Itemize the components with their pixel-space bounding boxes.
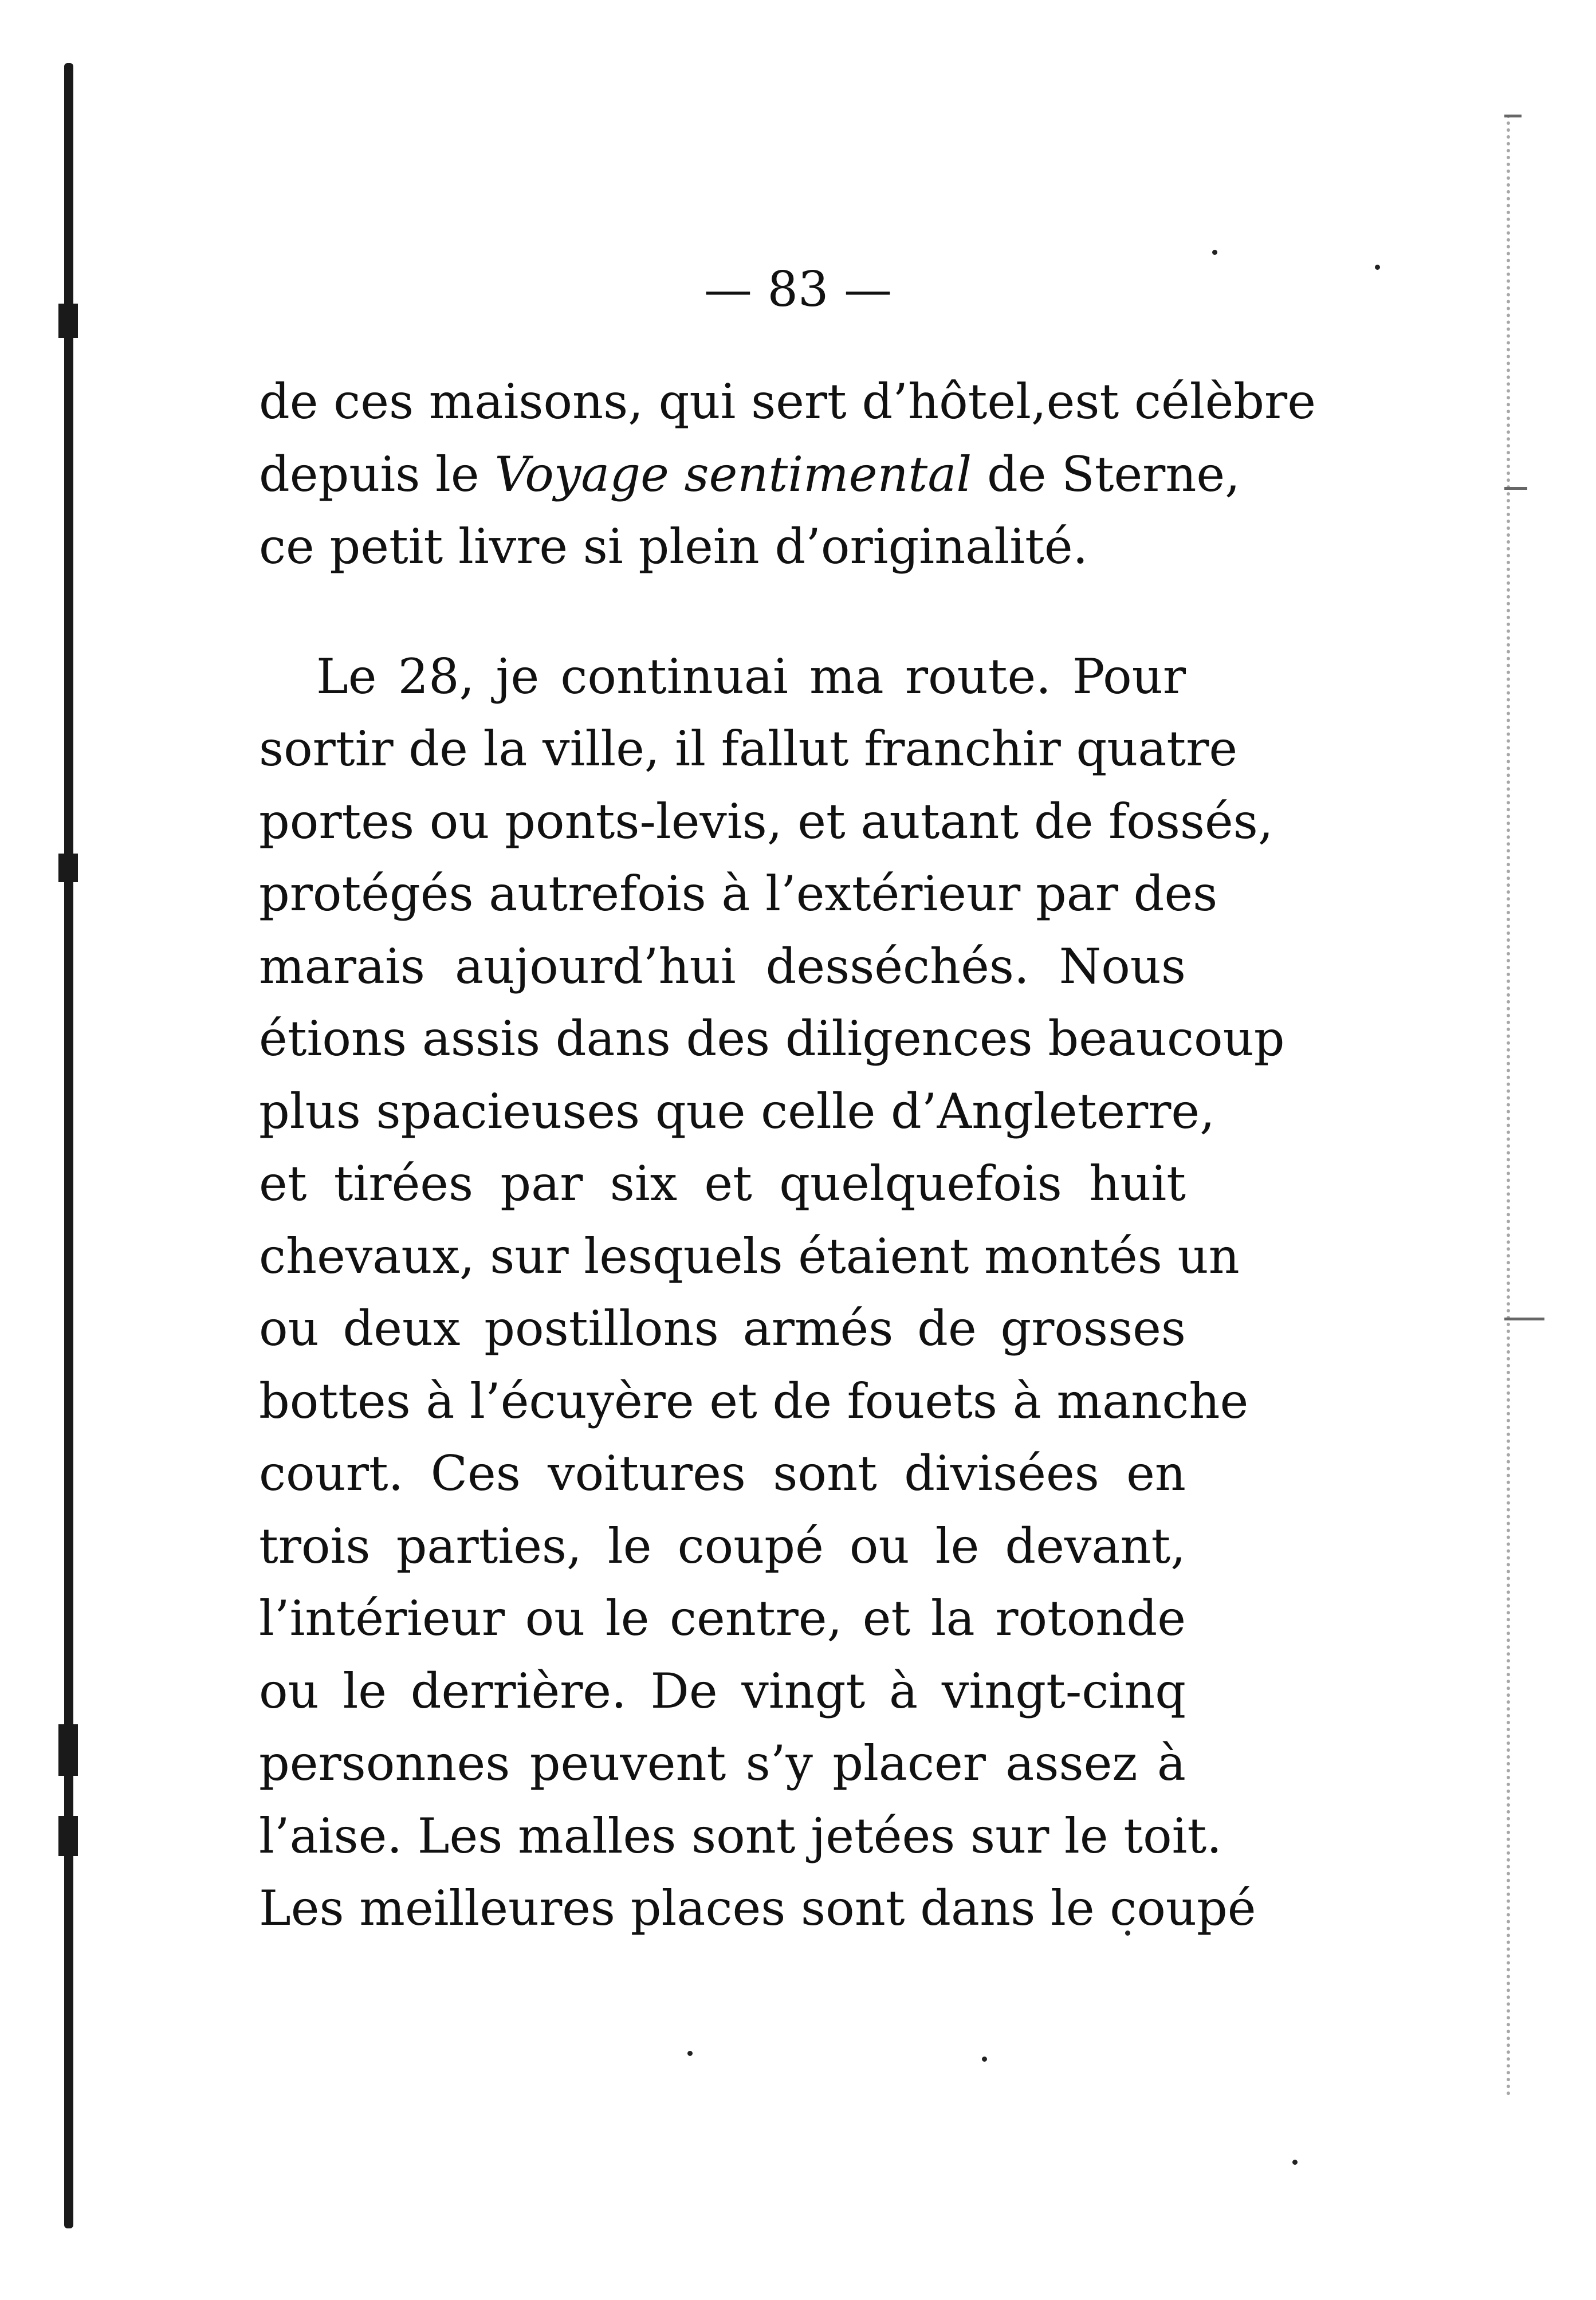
text-line: ce petit livre si plein d’originalité. (259, 518, 1088, 575)
text-line: court. Ces voitures sont divisées en (259, 1445, 1186, 1501)
scan-notch (58, 854, 78, 882)
scan-tick (1504, 487, 1527, 490)
scan-tick (1504, 115, 1522, 117)
text-line: Les meilleures places sont dans le coupé (259, 1880, 1256, 1936)
text-line: portes ou ponts-levis, et autant de fossés, (259, 793, 1273, 850)
text-line: et tirées par six et quelquefois huit (259, 1155, 1186, 1212)
text-line: personnes peuvent s’y placer assez à (259, 1735, 1186, 1791)
text-line: étions assis dans des diligences beaucoup (259, 1011, 1285, 1067)
scan-tick (1504, 1318, 1544, 1320)
text-line: Le 28, je continuai ma route. Pour (316, 648, 1186, 705)
scan-speck (1292, 2160, 1298, 2165)
text-line: ou le derrière. De vingt à vingt-cinq (259, 1662, 1186, 1719)
text-line: bottes à l’écuyère et de fouets à manche (259, 1373, 1249, 1429)
text-line: ou deux postillons armés de grosses (259, 1300, 1186, 1357)
page-number: — 83 — (703, 261, 893, 317)
scan-speck (982, 2057, 987, 2062)
paragraph (259, 365, 1316, 583)
scan-notch (58, 1724, 78, 1776)
text-span: de Sterne, (972, 446, 1240, 502)
scan-binding-edge-left (64, 63, 73, 2228)
text-line: protégés autrefois à l’extérieur par des (259, 866, 1218, 922)
paragraph-gap (259, 583, 1186, 640)
text-line: marais aujourd’hui desséchés. Nous (259, 938, 1186, 994)
scan-speck (1212, 250, 1217, 255)
text-line: plus spacieuses que celle d’Angleterre, (259, 1083, 1215, 1139)
text-line: trois parties, le coupé ou le devant, (259, 1517, 1186, 1574)
text-span: depuis le (259, 446, 495, 502)
book-title: Voyage sentimental (494, 446, 972, 502)
text-line (259, 438, 1240, 511)
scan-speck (687, 2051, 693, 2056)
text-line: de ces maisons, qui sert d’hôtel,est célèbre (259, 373, 1316, 430)
text-line: chevaux, sur lesquels étaient montés un (259, 1228, 1240, 1284)
text-line: sortir de la ville, il fallut franchir quatre (259, 721, 1238, 777)
paragraph (259, 640, 1285, 1945)
scan-notch (58, 1816, 78, 1856)
text-line: l’intérieur ou le centre, et la rotonde (259, 1590, 1186, 1646)
text-line: l’aise. Les malles sont jetées sur le toit. (259, 1807, 1222, 1864)
body-text (259, 365, 1316, 1945)
scan-binding-edge-right (1507, 115, 1514, 2097)
